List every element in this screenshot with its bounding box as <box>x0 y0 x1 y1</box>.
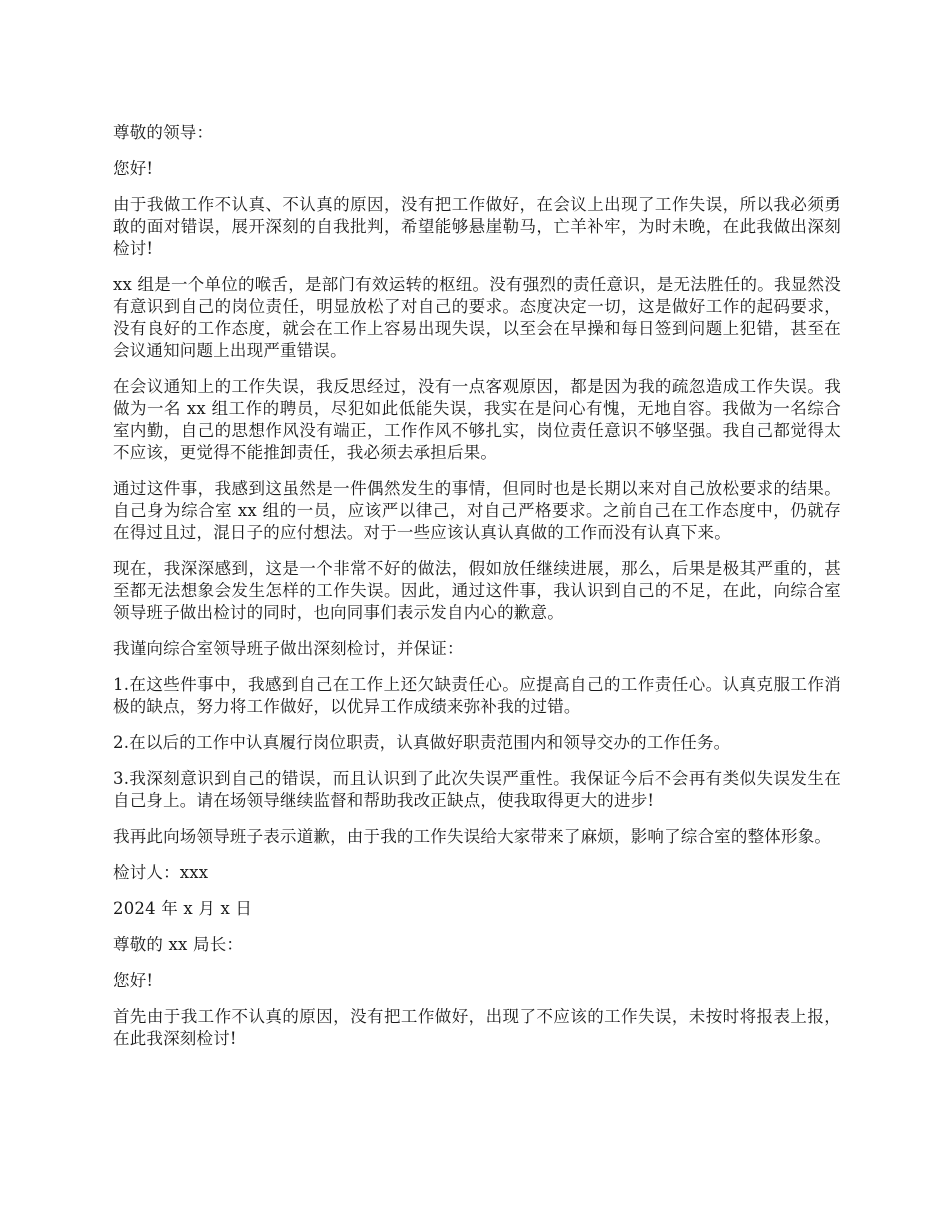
pledge-item: 1.在这些件事中，我感到自己在工作上还欠缺责任心。应提高自己的工作责任心。认真克服工作消极的缺点，努力将工作做好，以优异工作成绩来弥补我的过错。 <box>113 675 841 716</box>
body-paragraph: 现在，我深深感到，这是一个非常不好的做法，假如放任继续进展，那么，后果是极其严重的，甚至都无法想象会发生怎样的工作失误。因此，通过这件事，我认识到自己的不足，在此，向综合室领导班子做出检讨的同时，也向同事们表示发自内心的歉意。 <box>113 559 841 622</box>
body-paragraph: xx 组是一个单位的喉舌，是部门有效运转的枢纽。没有强烈的责任意识，是无法胜任的。我显然没有意识到自己的岗位责任，明显放松了对自己的要求。态度决定一切，这是做好工作的起码要求，没有良好的工作态度，就会在工作上容易出现失误，以至会在早操和每日签到问题上犯错，甚至在会议通知问题上出现严重错误。 <box>113 275 841 360</box>
pledge-item: 2.在以后的工作中认真履行岗位职责，认真做好职责范围内和领导交办的工作任务。 <box>113 733 731 752</box>
body-paragraph: 由于我做工作不认真、不认真的原因，没有把工作做好，在会议上出现了工作失误，所以我必须勇敢的面对错误，展开深刻的自我批判，希望能够悬崖勒马，亡羊补牢，为时未晚，在此我做出深刻检讨! <box>113 195 841 258</box>
pledge-intro: 我谨向综合室领导班子做出深刻检讨，并保证： <box>113 639 464 658</box>
body-paragraph: 通过这件事，我感到这虽然是一件偶然发生的事情，但同时也是长期以来对自己放松要求的结果。自己身为综合室 xx 组的一员，应该严以律己，对自己严格要求。之前自己在工作态度中，仍就存在得过且过，混日子的应付想法。对于一些应该认真认真做的工作而没有认真下来。 <box>113 479 841 542</box>
body-paragraph: 在会议通知上的工作失误，我反思经过，没有一点客观原因，都是因为我的疏忽造成工作失误。我做为一名 xx 组工作的聘员，尽犯如此低能失误，我实在是问心有愧，无地自容。我做为一名综合室内勤，自己的思想作风没有端正，工作作风不够扎实，岗位责任意识不够坚强。我自己都觉得太不应该，更觉得不能推卸责任，我必须去承担后果。 <box>113 377 841 462</box>
body-paragraph: 首先由于我工作不认真的原因，没有把工作做好，出现了不应该的工作失误，未按时将报表上报，在此我深刻检讨! <box>113 1007 841 1048</box>
closing-paragraph: 我再此向场领导班子表示道歉，由于我的工作失误给大家带来了麻烦，影响了综合室的整体形象。 <box>113 827 832 846</box>
salutation: 尊敬的领导： <box>113 123 214 142</box>
greeting: 您好! <box>113 971 154 990</box>
document-body <box>113 122 841 1064</box>
date-line: 2024 年 x 月 x 日 <box>113 899 253 918</box>
greeting: 您好! <box>113 159 154 178</box>
signature-line: 检讨人：xxx <box>113 863 209 882</box>
salutation: 尊敬的 xx 局长： <box>113 935 244 954</box>
pledge-item: 3.我深刻意识到自己的错误，而且认识到了此次失误严重性。我保证今后不会再有类似失误发生在自己身上。请在场领导继续监督和帮助我改正缺点，使我取得更大的进步! <box>113 769 841 810</box>
